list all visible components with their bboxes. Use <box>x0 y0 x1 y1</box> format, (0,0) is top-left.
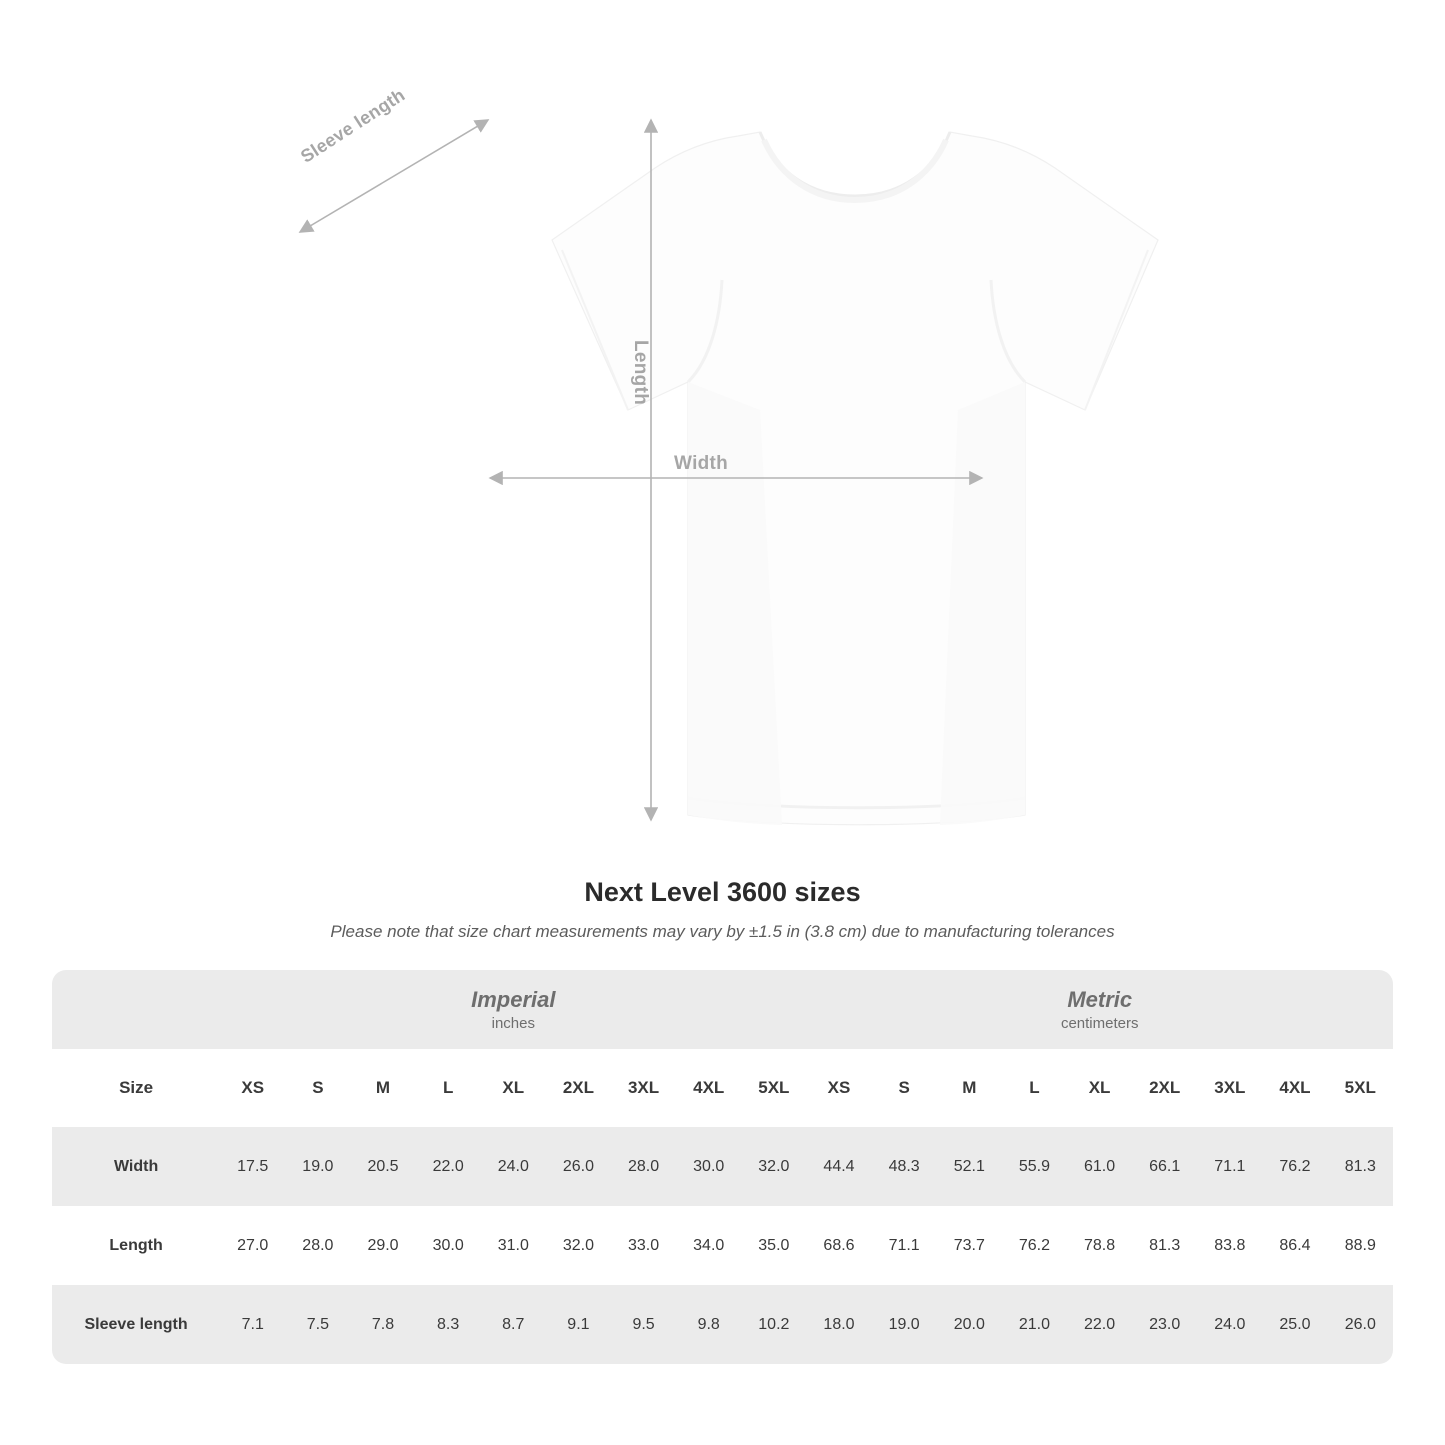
measurement-cell: 17.5 <box>220 1127 285 1206</box>
measurement-cell: 19.0 <box>285 1127 350 1206</box>
size-header-cell: XL <box>481 1049 546 1127</box>
table-row <box>52 1127 1393 1206</box>
size-header-cell: XL <box>1067 1049 1132 1127</box>
measurement-cell: 78.8 <box>1067 1206 1132 1285</box>
size-header-cell: 4XL <box>676 1049 741 1127</box>
measurement-cell: 8.3 <box>416 1285 481 1364</box>
size-header-cell: 2XL <box>1132 1049 1197 1127</box>
size-header-label: Size <box>52 1049 220 1127</box>
measurement-cell: 10.2 <box>741 1285 806 1364</box>
measurement-cell: 22.0 <box>1067 1285 1132 1364</box>
measurement-cell: 66.1 <box>1132 1127 1197 1206</box>
size-header-cell: 2XL <box>546 1049 611 1127</box>
measurement-cell: 23.0 <box>1132 1285 1197 1364</box>
measurement-cell: 81.3 <box>1132 1206 1197 1285</box>
length-label: Length <box>630 340 651 406</box>
measurement-cell: 28.0 <box>611 1127 676 1206</box>
title-block <box>0 877 1445 942</box>
unit-header-row <box>52 970 1393 1049</box>
tolerance-note: Please note that size chart measurements may vary by ±1.5 in (3.8 cm) due to manufacturing tolerances <box>330 922 1115 941</box>
measurement-cell: 7.8 <box>350 1285 415 1364</box>
unit-name: Metric <box>1067 987 1133 1013</box>
size-header-cell: XS <box>220 1049 285 1127</box>
table-row <box>52 1285 1393 1364</box>
measurement-cell: 21.0 <box>1002 1285 1067 1364</box>
measurement-cell: 55.9 <box>1002 1127 1067 1206</box>
measurement-cell: 30.0 <box>676 1127 741 1206</box>
measurement-cell: 19.0 <box>872 1285 937 1364</box>
measurement-cell: 32.0 <box>546 1206 611 1285</box>
unit-subtitle: centimeters <box>1060 1014 1139 1032</box>
measurement-cell: 86.4 <box>1262 1206 1327 1285</box>
size-header-cell: 5XL <box>1328 1049 1393 1127</box>
measurement-cell: 35.0 <box>741 1206 806 1285</box>
size-header-cell: XS <box>806 1049 871 1127</box>
measurement-cell: 81.3 <box>1328 1127 1393 1206</box>
measurement-cell: 18.0 <box>806 1285 871 1364</box>
measurement-cell: 88.9 <box>1328 1206 1393 1285</box>
measurement-cell: 28.0 <box>285 1206 350 1285</box>
measurement-cell: 20.0 <box>937 1285 1002 1364</box>
measurement-cell: 7.1 <box>220 1285 285 1364</box>
size-header-cell: L <box>1002 1049 1067 1127</box>
size-header-cell: 5XL <box>741 1049 806 1127</box>
size-header-cell: M <box>937 1049 1002 1127</box>
size-header-cell: 3XL <box>1197 1049 1262 1127</box>
measurement-cell: 25.0 <box>1262 1285 1327 1364</box>
measurement-cell: 44.4 <box>806 1127 871 1206</box>
size-header-cell: 4XL <box>1262 1049 1327 1127</box>
measurement-cell: 73.7 <box>937 1206 1002 1285</box>
table-corner-cell <box>52 970 220 1049</box>
row-label: Width <box>52 1127 220 1206</box>
size-chart-table <box>52 970 1393 1364</box>
measurement-cell: 33.0 <box>611 1206 676 1285</box>
measurement-cell: 27.0 <box>220 1206 285 1285</box>
measurement-cell: 32.0 <box>741 1127 806 1206</box>
measurement-cell: 76.2 <box>1262 1127 1327 1206</box>
page-title: Next Level 3600 sizes <box>584 877 861 907</box>
width-label: Width <box>674 453 729 474</box>
measurement-cell: 24.0 <box>481 1127 546 1206</box>
table-row <box>52 1206 1393 1285</box>
measurement-cell: 34.0 <box>676 1206 741 1285</box>
measurement-cell: 9.1 <box>546 1285 611 1364</box>
size-header-cell: M <box>350 1049 415 1127</box>
measurement-cell: 22.0 <box>416 1127 481 1206</box>
measurement-cell: 68.6 <box>806 1206 871 1285</box>
row-label: Length <box>52 1206 220 1285</box>
measurement-cell: 9.5 <box>611 1285 676 1364</box>
unit-header-metric <box>806 970 1393 1049</box>
measurement-cell: 71.1 <box>872 1206 937 1285</box>
size-header-cell: 3XL <box>611 1049 676 1127</box>
measurement-cell: 76.2 <box>1002 1206 1067 1285</box>
unit-subtitle: inches <box>491 1014 535 1032</box>
measurement-cell: 52.1 <box>937 1127 1002 1206</box>
measurement-cell: 29.0 <box>350 1206 415 1285</box>
row-label: Sleeve length <box>52 1285 220 1364</box>
size-header-row <box>52 1049 1393 1127</box>
size-header-cell: S <box>872 1049 937 1127</box>
measurement-cell: 20.5 <box>350 1127 415 1206</box>
measurement-cell: 26.0 <box>1328 1285 1393 1364</box>
measurement-cell: 7.5 <box>285 1285 350 1364</box>
measurement-cell: 30.0 <box>416 1206 481 1285</box>
measurement-cell: 26.0 <box>546 1127 611 1206</box>
measurement-cell: 8.7 <box>481 1285 546 1364</box>
measurement-cell: 61.0 <box>1067 1127 1132 1206</box>
size-header-cell: S <box>285 1049 350 1127</box>
sleeve-length-label: Sleeve length <box>297 84 409 167</box>
unit-name: Imperial <box>471 987 556 1013</box>
measurement-cell: 24.0 <box>1197 1285 1262 1364</box>
measurement-cell: 83.8 <box>1197 1206 1262 1285</box>
measurement-cell: 71.1 <box>1197 1127 1262 1206</box>
measurement-cell: 9.8 <box>676 1285 741 1364</box>
size-header-cell: L <box>416 1049 481 1127</box>
measurement-cell: 31.0 <box>481 1206 546 1285</box>
measurement-cell: 48.3 <box>872 1127 937 1206</box>
unit-header-imperial <box>220 970 806 1049</box>
